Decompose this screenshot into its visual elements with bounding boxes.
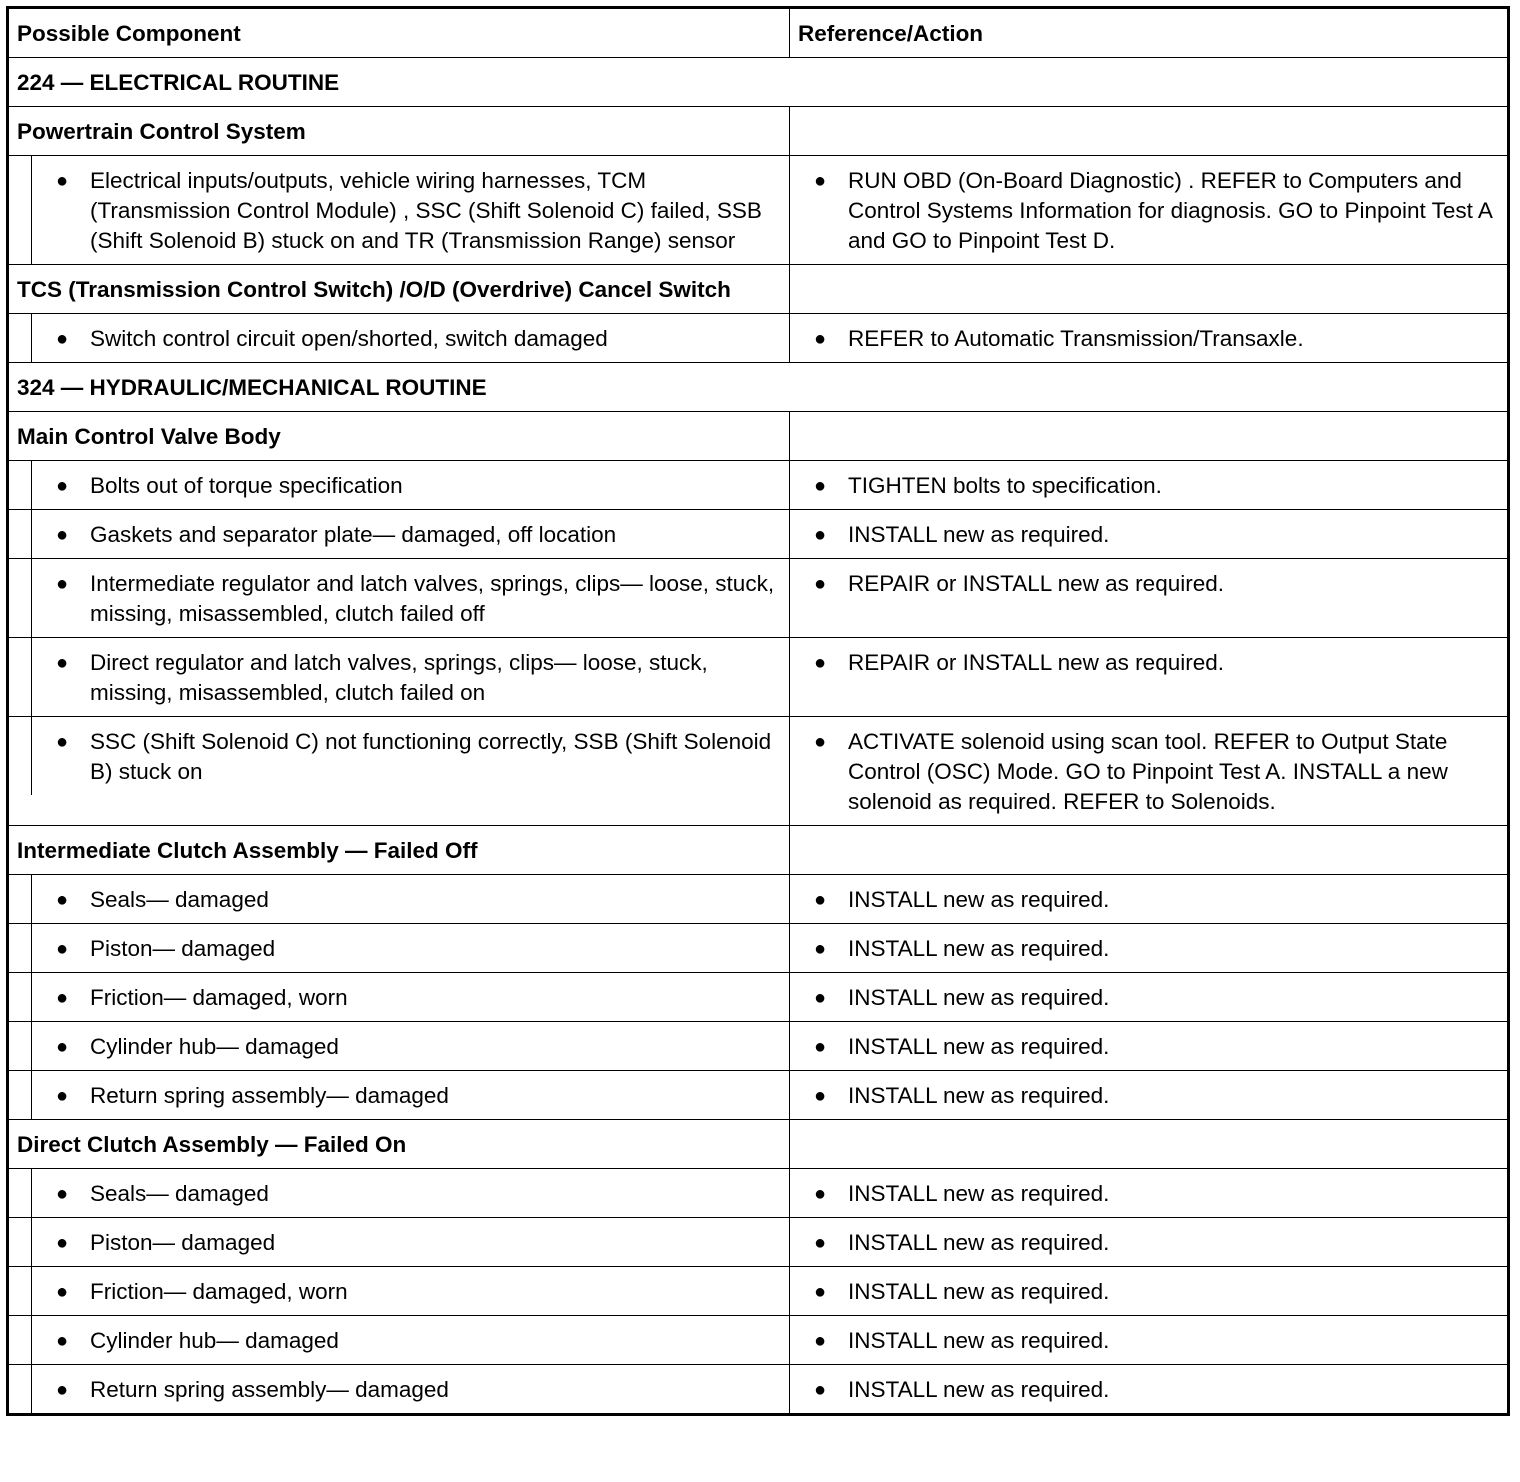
- action-cell: [790, 461, 1509, 510]
- component-cell: [8, 1071, 790, 1120]
- component-cell: [8, 638, 790, 717]
- action-text: REPAIR or INSTALL new as required.: [848, 571, 1224, 596]
- component-cell: [8, 1267, 790, 1316]
- action-text: TIGHTEN bolts to specification.: [848, 473, 1162, 498]
- action-cell: [790, 1267, 1509, 1316]
- item-row: [8, 638, 1509, 717]
- group-row: [8, 265, 1509, 314]
- indent-gutter: [9, 461, 32, 509]
- group-title: Direct Clutch Assembly — Failed On: [8, 1120, 790, 1169]
- bullet-icon: ●: [56, 652, 69, 674]
- bullet-icon: ●: [814, 1379, 827, 1401]
- section-row: [8, 58, 1509, 107]
- action-cell: [790, 1316, 1509, 1365]
- bullet-icon: ●: [814, 475, 827, 497]
- item-row: [8, 1316, 1509, 1365]
- bullet-icon: ●: [56, 889, 69, 911]
- component-cell: [8, 1218, 790, 1267]
- indent-gutter: [9, 1218, 32, 1266]
- item-row: [8, 717, 1509, 826]
- action-cell: [790, 510, 1509, 559]
- indent-gutter: [9, 973, 32, 1021]
- item-row: [8, 461, 1509, 510]
- component-text: Switch control circuit open/shorted, switch damaged: [90, 326, 608, 351]
- group-title: Intermediate Clutch Assembly — Failed Off: [8, 826, 790, 875]
- action-cell: [790, 1365, 1509, 1415]
- group-action-empty: [790, 1120, 1509, 1169]
- section-title: 324 — HYDRAULIC/MECHANICAL ROUTINE: [8, 363, 1509, 412]
- component-cell: [8, 717, 790, 826]
- item-row: [8, 314, 1509, 363]
- action-cell: [790, 1022, 1509, 1071]
- action-cell: [790, 973, 1509, 1022]
- indent-gutter: [9, 1365, 32, 1413]
- item-row: [8, 1071, 1509, 1120]
- component-text: Friction— damaged, worn: [90, 985, 348, 1010]
- action-text: INSTALL new as required.: [848, 1034, 1110, 1059]
- component-cell: [8, 314, 790, 363]
- action-text: INSTALL new as required.: [848, 985, 1110, 1010]
- bullet-icon: ●: [56, 475, 69, 497]
- action-text: INSTALL new as required.: [848, 1083, 1110, 1108]
- group-title: Powertrain Control System: [8, 107, 790, 156]
- component-cell: [8, 510, 790, 559]
- bullet-icon: ●: [56, 938, 69, 960]
- item-row: [8, 1365, 1509, 1415]
- component-text: Return spring assembly— damaged: [90, 1377, 449, 1402]
- action-text: INSTALL new as required.: [848, 1328, 1110, 1353]
- component-text: SSC (Shift Solenoid C) not functioning correctly, SSB (Shift Solenoid B) stuck on: [90, 729, 772, 784]
- group-row: [8, 107, 1509, 156]
- component-cell: [8, 559, 790, 638]
- item-row: [8, 156, 1509, 265]
- action-cell: [790, 924, 1509, 973]
- component-text: Cylinder hub— damaged: [90, 1034, 339, 1059]
- item-row: [8, 973, 1509, 1022]
- header-reference-action: Reference/Action: [790, 8, 1509, 58]
- bullet-icon: ●: [814, 1330, 827, 1352]
- bullet-icon: ●: [814, 1036, 827, 1058]
- component-cell: [8, 1365, 790, 1415]
- action-text: ACTIVATE solenoid using scan tool. REFER to Output State Control (OSC) Mode. GO to Pinpoint Test A. INSTALL a new solenoid as required. REFER to Solenoids.: [848, 729, 1448, 814]
- action-text: REFER to Automatic Transmission/Transaxle.: [848, 326, 1304, 351]
- action-cell: [790, 1071, 1509, 1120]
- item-row: [8, 559, 1509, 638]
- group-title: TCS (Transmission Control Switch) /O/D (Overdrive) Cancel Switch: [8, 265, 790, 314]
- item-row: [8, 510, 1509, 559]
- item-row: [8, 1267, 1509, 1316]
- bullet-icon: ●: [56, 1036, 69, 1058]
- section-title: 224 — ELECTRICAL ROUTINE: [8, 58, 1509, 107]
- item-row: [8, 1218, 1509, 1267]
- bullet-icon: ●: [56, 1183, 69, 1205]
- bullet-icon: ●: [56, 1085, 69, 1107]
- component-text: Piston— damaged: [90, 936, 276, 961]
- component-text: Seals— damaged: [90, 1181, 269, 1206]
- indent-gutter: [9, 1267, 32, 1315]
- indent-gutter: [9, 559, 32, 637]
- indent-gutter: [9, 156, 32, 264]
- indent-gutter: [9, 1169, 32, 1217]
- component-cell: [8, 1022, 790, 1071]
- component-cell: [8, 924, 790, 973]
- component-cell: [8, 461, 790, 510]
- component-text: Cylinder hub— damaged: [90, 1328, 339, 1353]
- bullet-icon: ●: [56, 1379, 69, 1401]
- component-text: Direct regulator and latch valves, springs, clips— loose, stuck, missing, misassembled, clutch failed on: [90, 650, 708, 705]
- bullet-icon: ●: [56, 524, 69, 546]
- action-cell: [790, 1218, 1509, 1267]
- component-cell: [8, 973, 790, 1022]
- component-cell: [8, 1169, 790, 1218]
- action-text: RUN OBD (On-Board Diagnostic) . REFER to Computers and Control Systems Information for diagnosis. GO to Pinpoint Test A and GO to Pinpoint Test D.: [848, 168, 1492, 253]
- action-cell: [790, 875, 1509, 924]
- indent-gutter: [9, 924, 32, 972]
- action-text: INSTALL new as required.: [848, 1377, 1110, 1402]
- bullet-icon: ●: [814, 987, 827, 1009]
- bullet-icon: ●: [814, 1232, 827, 1254]
- group-title: Main Control Valve Body: [8, 412, 790, 461]
- component-text: Return spring assembly— damaged: [90, 1083, 449, 1108]
- component-text: Intermediate regulator and latch valves, springs, clips— loose, stuck, missing, misassembled, clutch failed off: [90, 571, 775, 626]
- bullet-icon: ●: [814, 938, 827, 960]
- component-cell: [8, 875, 790, 924]
- table-body: [8, 8, 1509, 1415]
- table-header-row: [8, 8, 1509, 58]
- bullet-icon: ●: [56, 1281, 69, 1303]
- action-cell: [790, 638, 1509, 717]
- indent-gutter: [9, 1071, 32, 1119]
- item-row: [8, 924, 1509, 973]
- group-row: [8, 412, 1509, 461]
- bullet-icon: ●: [814, 328, 827, 350]
- bullet-icon: ●: [814, 1281, 827, 1303]
- bullet-icon: ●: [814, 573, 827, 595]
- action-text: INSTALL new as required.: [848, 887, 1110, 912]
- action-cell: [790, 156, 1509, 265]
- section-row: [8, 363, 1509, 412]
- group-action-empty: [790, 107, 1509, 156]
- component-cell: [8, 1316, 790, 1365]
- indent-gutter: [9, 1022, 32, 1070]
- indent-gutter: [9, 638, 32, 716]
- item-row: [8, 1169, 1509, 1218]
- action-text: INSTALL new as required.: [848, 1181, 1110, 1206]
- bullet-icon: ●: [814, 652, 827, 674]
- bullet-icon: ●: [56, 170, 69, 192]
- group-action-empty: [790, 412, 1509, 461]
- indent-gutter: [9, 717, 32, 795]
- diagnosis-table: [6, 6, 1510, 1416]
- component-text: Piston— damaged: [90, 1230, 276, 1255]
- indent-gutter: [9, 314, 32, 362]
- bullet-icon: ●: [814, 731, 827, 753]
- action-text: INSTALL new as required.: [848, 1230, 1110, 1255]
- group-row: [8, 1120, 1509, 1169]
- bullet-icon: ●: [56, 328, 69, 350]
- action-text: INSTALL new as required.: [848, 522, 1110, 547]
- indent-gutter: [9, 1316, 32, 1364]
- indent-gutter: [9, 875, 32, 923]
- component-text: Bolts out of torque specification: [90, 473, 403, 498]
- component-text: Seals— damaged: [90, 887, 269, 912]
- bullet-icon: ●: [814, 524, 827, 546]
- group-action-empty: [790, 826, 1509, 875]
- bullet-icon: ●: [814, 1085, 827, 1107]
- action-cell: [790, 314, 1509, 363]
- component-text: Friction— damaged, worn: [90, 1279, 348, 1304]
- bullet-icon: ●: [814, 1183, 827, 1205]
- component-text: Gaskets and separator plate— damaged, off location: [90, 522, 617, 547]
- item-row: [8, 875, 1509, 924]
- action-cell: [790, 1169, 1509, 1218]
- bullet-icon: ●: [56, 731, 69, 753]
- group-action-empty: [790, 265, 1509, 314]
- bullet-icon: ●: [814, 889, 827, 911]
- bullet-icon: ●: [56, 1330, 69, 1352]
- item-row: [8, 1022, 1509, 1071]
- action-cell: [790, 559, 1509, 638]
- action-cell: [790, 717, 1509, 826]
- action-text: INSTALL new as required.: [848, 936, 1110, 961]
- indent-gutter: [9, 510, 32, 558]
- action-text: REPAIR or INSTALL new as required.: [848, 650, 1224, 675]
- header-possible-component: Possible Component: [8, 8, 790, 58]
- bullet-icon: ●: [814, 170, 827, 192]
- group-row: [8, 826, 1509, 875]
- bullet-icon: ●: [56, 573, 69, 595]
- component-cell: [8, 156, 790, 265]
- component-text: Electrical inputs/outputs, vehicle wiring harnesses, TCM (Transmission Control Module) , SSC (Shift Solenoid C) failed, SSB (Shift Solenoid B) stuck on and TR (Transmission Range) sensor: [90, 168, 762, 253]
- action-text: INSTALL new as required.: [848, 1279, 1110, 1304]
- bullet-icon: ●: [56, 987, 69, 1009]
- bullet-icon: ●: [56, 1232, 69, 1254]
